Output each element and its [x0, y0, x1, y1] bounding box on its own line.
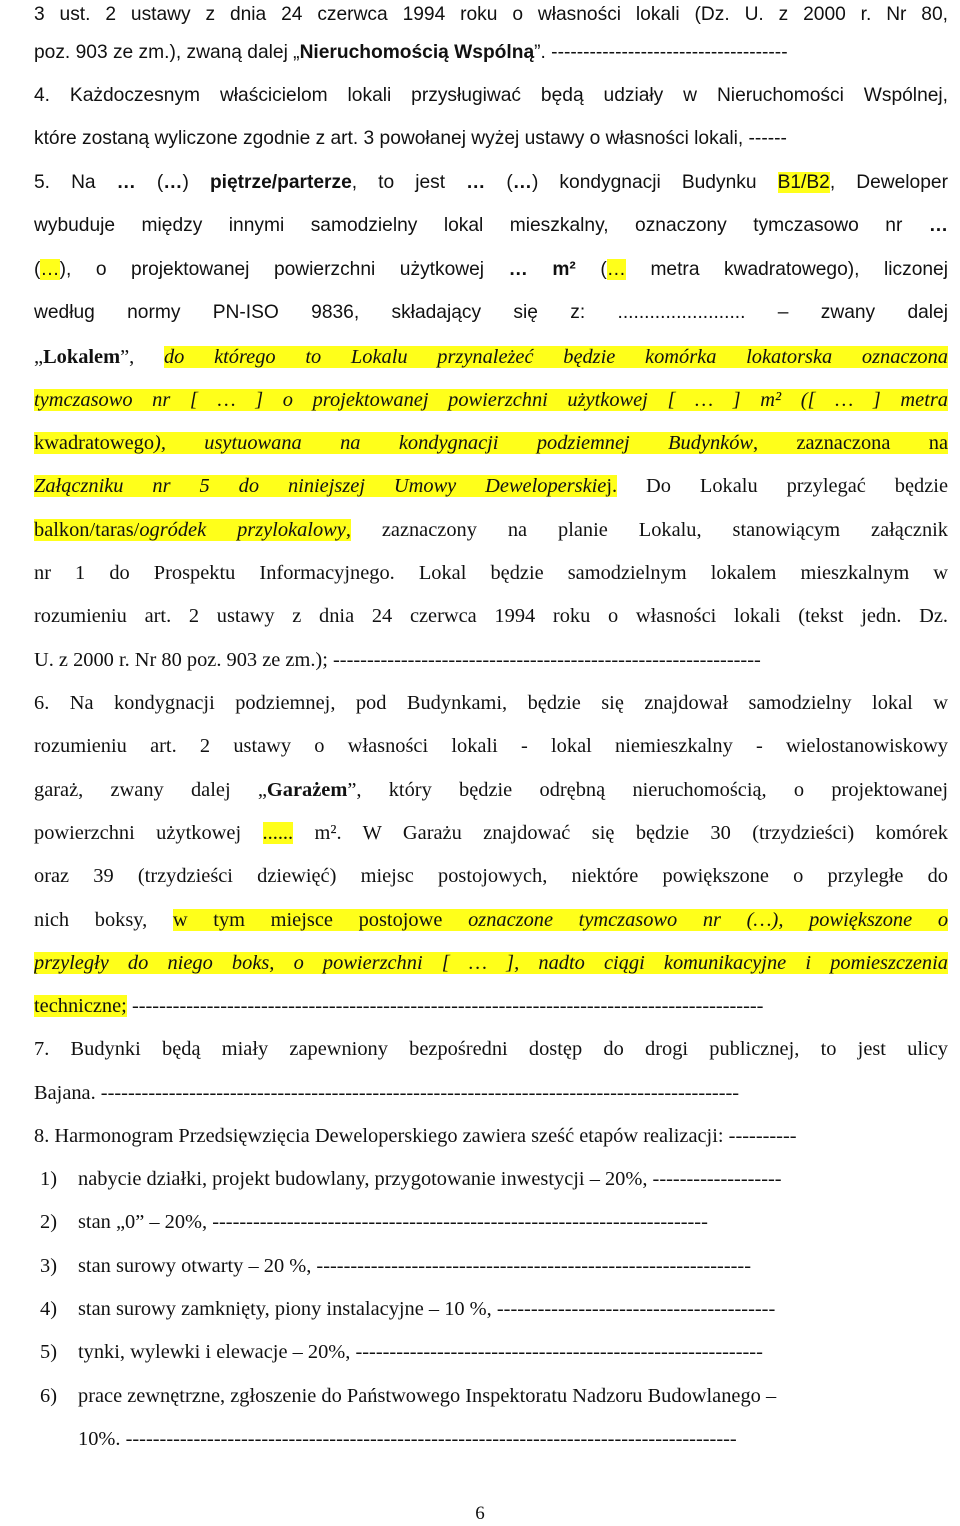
list-item-item-1 [40, 1164, 948, 1194]
text-span: 3 ust. 2 ustawy z dnia 24 czerwca 1994 roku o własności lokali (Dz. U. z 2000 r. Nr 80, [34, 4, 948, 25]
text-span: ( [575, 259, 607, 280]
text-span: 8. Harmonogram Przedsięwzięcia Deweloperskiego zawiera sześć etapów realizacji: ---------- [34, 1125, 797, 1147]
text-span: nr 1 do Prospektu Informacyjnego. Lokal będzie samodzielnym lokalem mieszkalnym w [34, 562, 948, 584]
list-item-number: 1) [40, 1168, 57, 1190]
text-span: … [466, 172, 486, 193]
paragraph-line-p5-l4 [34, 298, 948, 328]
text-span: Do Lokalu przylegać będzie [617, 475, 948, 497]
list-item-text: nabycie działki, projekt budowlany, przygotowanie inwestycji – 20%, ------------------- [78, 1168, 782, 1190]
paragraph-line-p6-l3 [34, 775, 948, 805]
text-span: Załączniku nr 5 do niniejszej Umowy Deweloperskie [34, 475, 607, 497]
text-span: … [928, 215, 948, 236]
paragraph-line-p8-l1 [34, 1121, 948, 1151]
paragraph-line-p5-l5 [34, 342, 948, 372]
paragraph-line-p5-l10 [34, 558, 948, 588]
text-span: m². W Garażu znajdować się będzie 30 (trzydzieści) komórek [293, 822, 948, 844]
page-number: 6 [475, 1503, 485, 1524]
text-span: ) kondygnacji Budynku [531, 172, 778, 193]
list-item-number: 5) [40, 1341, 57, 1363]
text-span: oraz 39 (trzydzieści dziewięć) miejsc postojowych, niektóre powiększone o przyległe do [34, 865, 948, 887]
list-item-item-6 [40, 1381, 948, 1411]
text-span: zaznaczony na planie Lokalu, stanowiącym załącznik [350, 519, 948, 541]
paragraph-line-p6-l8 [34, 991, 948, 1021]
text-span: piętrze/parterze [209, 172, 352, 193]
paragraph-line-p6-l4 [34, 818, 948, 848]
text-span: do którego to Lokalu przynależeć będzie komórka lokatorska oznaczona [163, 346, 948, 368]
text-span: kwadratowego [34, 432, 155, 454]
text-span: ”, [120, 346, 164, 368]
list-item-item-4 [40, 1294, 948, 1324]
text-span: … [606, 259, 626, 280]
text-span: ( [485, 172, 513, 193]
paragraph-line-p5-l1 [34, 168, 948, 198]
paragraph-line-p5-l2 [34, 211, 948, 241]
paragraph-line-p5-l7 [34, 428, 948, 458]
text-span: , Deweloper [829, 172, 948, 193]
text-span: „ [34, 346, 44, 368]
list-item-item-5 [40, 1337, 948, 1367]
text-span: przyległy do niego boks, o powierzchni [ … ], nadto ciągi komunikacyjne i pomieszczenia [34, 952, 948, 974]
text-span: U. z 2000 r. Nr 80 poz. 903 ze zm.); --------------------------------------------------------------- [34, 649, 761, 671]
text-span: ogródek przylokalowy [139, 519, 346, 541]
list-item-number: 4) [40, 1298, 57, 1320]
paragraph-line-p3-l2 [34, 38, 948, 68]
list-item-continuation: 10%. ------------------------------------------------------------------------------------------ [78, 1428, 737, 1450]
text-span: garaż, zwany dalej „ [34, 779, 267, 801]
list-item-number: 2) [40, 1211, 57, 1233]
paragraph-line-p6-l1 [34, 688, 948, 718]
text-span: Garażem [266, 779, 348, 801]
text-span: nich boksy, [34, 909, 173, 931]
text-span: poz. 903 ze zm.), zwaną dalej „ [34, 42, 300, 63]
text-span: balkon/taras/ [34, 519, 140, 541]
text-span: … [116, 172, 136, 193]
list-item-item-3 [40, 1251, 948, 1281]
text-span: ”. ------------------------------------- [534, 42, 788, 63]
text-span: metra kwadratowego), liczonej [625, 259, 948, 280]
text-span: ), o projektowanej powierzchni użytkowej [59, 259, 509, 280]
paragraph-line-p7-l2 [34, 1078, 948, 1108]
paragraph-line-p6-l5 [34, 861, 948, 891]
list-item-text: stan surowy otwarty – 20 %, ---------------------------------------------------------------- [78, 1255, 752, 1277]
text-span: ( [34, 259, 41, 280]
paragraph-line-p5-l8 [34, 471, 948, 501]
paragraph-line-p5-l11 [34, 601, 948, 631]
text-span: 6. Na kondygnacji podziemnej, pod Budynkami, będzie się znajdował samodzielny lokal w [34, 692, 948, 714]
text-span: … [163, 172, 183, 193]
text-span: , [345, 519, 351, 541]
text-span: oznaczone tymczasowo nr (…), powiększone o [468, 909, 948, 931]
paragraph-line-p5-l3 [34, 255, 948, 285]
list-item-text: prace zewnętrzne, zgłoszenie do Państwowego Inspektoratu Nadzoru Budowlanego – [78, 1385, 777, 1407]
text-span: powierzchni użytkowej [34, 822, 263, 844]
text-span: ), usytuowana na kondygnacji podziemnej Budynków [154, 432, 753, 454]
text-span: j. [606, 475, 618, 497]
paragraph-line-p6-l7 [34, 948, 948, 978]
text-span: … [512, 172, 532, 193]
text-span: m² [552, 259, 576, 280]
list-item-text: stan surowy zamknięty, piony instalacyjne – 10 %, ----------------------------------------- [78, 1298, 776, 1320]
text-span: rozumieniu art. 2 ustawy o własności lokali - lokal niemieszkalny - wielostanowiskowy [34, 735, 948, 757]
text-span: ”, który będzie odrębną nieruchomością, o projektowanej [347, 779, 948, 801]
text-span: w tym miejsce postojowe [172, 909, 469, 931]
list-item-number: 3) [40, 1255, 57, 1277]
paragraph-line-p5-l9 [34, 515, 948, 545]
text-span: … [508, 259, 528, 280]
text-span: ( [135, 172, 164, 193]
paragraph-line-p6-l6 [34, 905, 948, 935]
text-span: 4. Każdoczesnym właścicielom lokali przysługiwać będą udziały w Nieruchomości Wspólnej, [34, 85, 948, 106]
text-span: --------------------------------------------------------------------------------------------- [126, 995, 764, 1017]
text-span: tymczasowo nr [ … ] o projektowanej powierzchni użytkowej [ … ] m² ([ … ] metra [34, 389, 948, 411]
text-span: 5. Na [34, 172, 117, 193]
text-span: Bajana. ---------------------------------------------------------------------------------------------- [34, 1082, 740, 1104]
text-span: ...... [262, 822, 294, 844]
text-span: , to jest [351, 172, 467, 193]
text-span: techniczne; [34, 995, 127, 1017]
text-span: 7. Budynki będą miały zapewniony bezpośredni dostęp do drogi publicznej, to jest ulicy [34, 1038, 948, 1060]
text-span: Nieruchomością Wspólną [299, 42, 535, 63]
paragraph-line-p7-l1 [34, 1034, 948, 1064]
paragraph-line-p3-l1 [34, 0, 948, 30]
text-span: B1/B2 [777, 172, 830, 193]
text-span: które zostaną wyliczone zgodnie z art. 3 powołanej wyżej ustawy o własności lokali, ------ [34, 128, 787, 149]
paragraph-line-p5-l6 [34, 385, 948, 415]
list-item-number: 6) [40, 1385, 57, 1407]
text-span: Lokalem [43, 346, 121, 368]
paragraph-line-p6-l2 [34, 731, 948, 761]
text-span [528, 259, 553, 280]
text-span: ) [182, 172, 210, 193]
paragraph-line-p5-l12 [34, 645, 948, 675]
paragraph-line-p4-l1 [34, 81, 948, 111]
text-span: wybuduje między innymi samodzielny lokal mieszkalny, oznaczony tymczasowo nr [34, 215, 929, 236]
text-span: … [40, 259, 60, 280]
text-span: rozumieniu art. 2 ustawy z dnia 24 czerwca 1994 roku o własności lokali (tekst jedn. Dz. [34, 605, 948, 627]
paragraph-line-p4-l2 [34, 124, 948, 154]
text-span: według normy PN-ISO 9836, składający się z: ........................ – zwany dalej [34, 302, 948, 323]
text-span: , zaznaczona na [753, 432, 948, 454]
list-item-item-2 [40, 1207, 948, 1237]
list-item-text: tynki, wylewki i elewacje – 20%, ------------------------------------------------------------ [78, 1341, 763, 1363]
list-item-text: stan „0” – 20%, ------------------------------------------------------------------------- [78, 1211, 708, 1233]
